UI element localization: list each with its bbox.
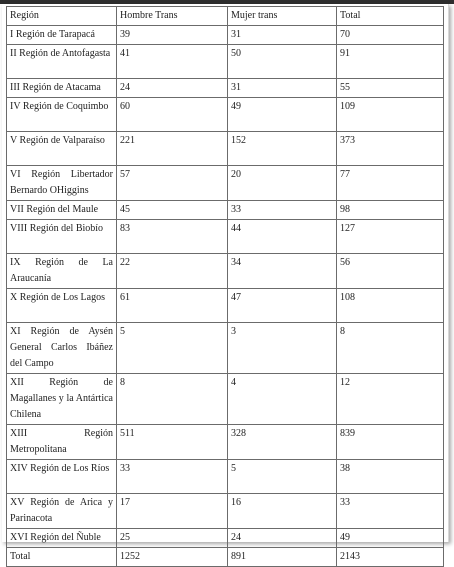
cell-region: XVI Región del Ñuble	[7, 529, 117, 548]
table-row	[7, 26, 444, 45]
cell-total: 98	[337, 201, 444, 220]
cell-mujer-trans: 33	[228, 201, 337, 220]
table-row	[7, 45, 444, 79]
cell-hombre-trans: 45	[117, 201, 228, 220]
cell-hombre-trans: 22	[117, 254, 228, 289]
table-body	[7, 7, 444, 567]
cell-region: III Región de Atacama	[7, 79, 117, 98]
cell-hombre-trans: 5	[117, 323, 228, 374]
cell-mujer-trans: 16	[228, 494, 337, 529]
table-row	[7, 374, 444, 425]
cell-mujer-trans: 47	[228, 289, 337, 323]
image-frame	[2, 4, 449, 562]
cell-hombre-trans: 39	[117, 26, 228, 45]
cell-mujer-trans: 49	[228, 98, 337, 132]
cell-mujer-trans: 3	[228, 323, 337, 374]
table-row	[7, 201, 444, 220]
cell-hombre-trans: 1252	[117, 548, 228, 567]
cell-total: 109	[337, 98, 444, 132]
cell-total: 38	[337, 460, 444, 494]
cell-hombre-trans: 83	[117, 220, 228, 254]
cell-hombre-trans: 24	[117, 79, 228, 98]
table-row	[7, 79, 444, 98]
cell-total: 2143	[337, 548, 444, 567]
cell-total: 127	[337, 220, 444, 254]
cell-mujer-trans: 50	[228, 45, 337, 79]
cell-mujer-trans: 328	[228, 425, 337, 460]
cell-hombre-trans: 221	[117, 132, 228, 166]
cell-mujer-trans: 20	[228, 166, 337, 201]
table-row	[7, 98, 444, 132]
header-mujer-trans: Mujer trans	[228, 7, 337, 26]
cell-total: 839	[337, 425, 444, 460]
cell-region: XII Región de Magallanes y la Antártica Chilena	[7, 374, 117, 425]
cell-region: VIII Región del Biobío	[7, 220, 117, 254]
cell-mujer-trans: 5	[228, 460, 337, 494]
cell-hombre-trans: 41	[117, 45, 228, 79]
cell-hombre-trans: 60	[117, 98, 228, 132]
cell-hombre-trans: 8	[117, 374, 228, 425]
cell-total: 49	[337, 529, 444, 548]
cell-total: 70	[337, 26, 444, 45]
header-row	[7, 7, 444, 26]
cell-mujer-trans: 31	[228, 26, 337, 45]
cell-region: VI Región Libertador Bernardo OHiggins	[7, 166, 117, 201]
cell-hombre-trans: 17	[117, 494, 228, 529]
cell-region: IX Región de La Araucanía	[7, 254, 117, 289]
trans-population-table	[6, 6, 444, 567]
header-hombre-trans: Hombre Trans	[117, 7, 228, 26]
cell-mujer-trans: 44	[228, 220, 337, 254]
cell-hombre-trans: 25	[117, 529, 228, 548]
cell-mujer-trans: 31	[228, 79, 337, 98]
cell-mujer-trans: 4	[228, 374, 337, 425]
cell-total: 55	[337, 79, 444, 98]
cell-total: 77	[337, 166, 444, 201]
header-region: Región	[7, 7, 117, 26]
cell-mujer-trans: 34	[228, 254, 337, 289]
cell-total: 91	[337, 45, 444, 79]
cell-total: 12	[337, 374, 444, 425]
cell-total: 373	[337, 132, 444, 166]
cell-mujer-trans: 24	[228, 529, 337, 548]
cell-region: VII Región del Maule	[7, 201, 117, 220]
cell-region: XI Región de Aysén General Carlos Ibáñez del Campo	[7, 323, 117, 374]
table-row	[7, 323, 444, 374]
cell-region: XV Región de Arica y Parinacota	[7, 494, 117, 529]
cell-region: I Región de Tarapacá	[7, 26, 117, 45]
cell-total: 56	[337, 254, 444, 289]
cell-region: Total	[7, 548, 117, 567]
table-row	[7, 460, 444, 494]
cell-region: X Región de Los Lagos	[7, 289, 117, 323]
total-row	[7, 548, 444, 567]
table-row	[7, 254, 444, 289]
table-row	[7, 220, 444, 254]
table-row	[7, 289, 444, 323]
cell-total: 8	[337, 323, 444, 374]
cell-region: IV Región de Coquimbo	[7, 98, 117, 132]
cell-mujer-trans: 152	[228, 132, 337, 166]
table-row	[7, 529, 444, 548]
table-row	[7, 132, 444, 166]
cell-region: II Región de Antofagasta	[7, 45, 117, 79]
cell-hombre-trans: 61	[117, 289, 228, 323]
cell-total: 33	[337, 494, 444, 529]
cell-hombre-trans: 511	[117, 425, 228, 460]
table-row	[7, 166, 444, 201]
cell-region: XIII Región Metropolitana	[7, 425, 117, 460]
cell-region: XIV Región de Los Ríos	[7, 460, 117, 494]
cell-total: 108	[337, 289, 444, 323]
cell-region: V Región de Valparaíso	[7, 132, 117, 166]
cell-hombre-trans: 33	[117, 460, 228, 494]
table-row	[7, 494, 444, 529]
cell-hombre-trans: 57	[117, 166, 228, 201]
cell-mujer-trans: 891	[228, 548, 337, 567]
table-row	[7, 425, 444, 460]
header-total: Total	[337, 7, 444, 26]
